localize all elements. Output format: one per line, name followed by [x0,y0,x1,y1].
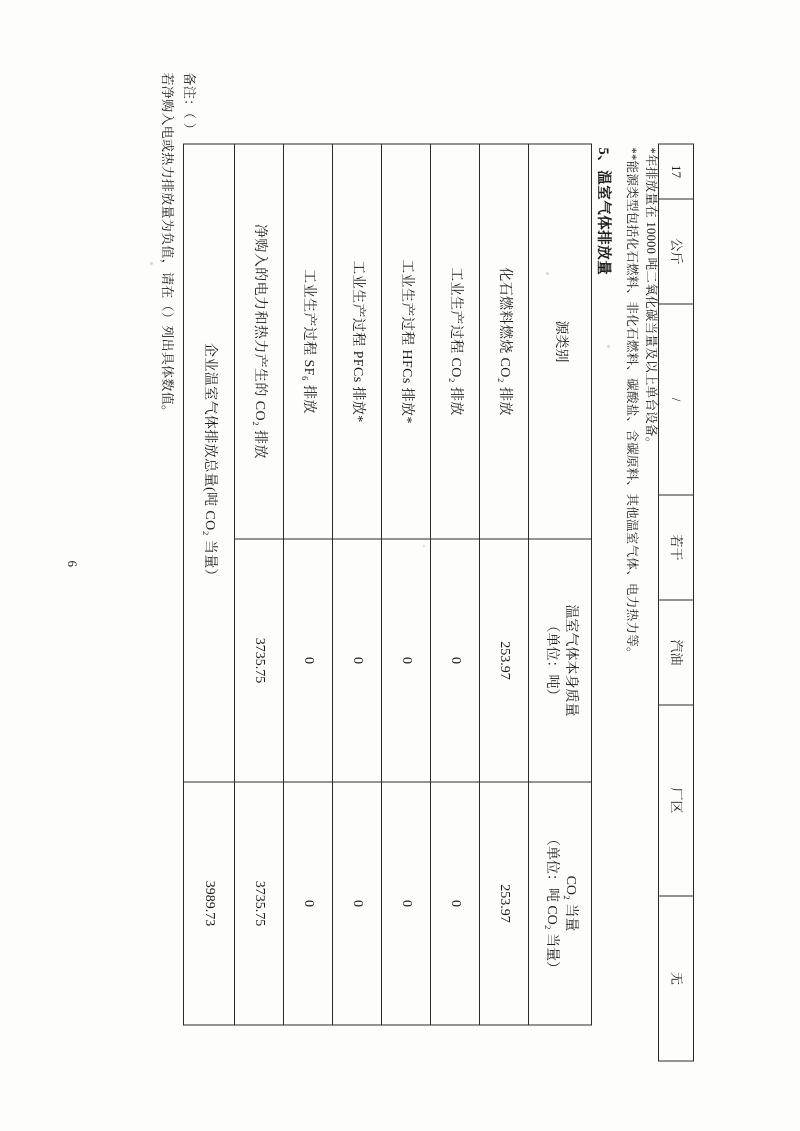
row-mass: 253.97 [480,539,529,782]
units-cell-2: / [659,304,694,495]
row-co2e: 0 [431,782,480,1025]
remark-line-2: 若净购入电或热力排放量为负值，请在（）列出具体数值。 [159,72,175,418]
row-mass: 0 [284,539,333,782]
table-row [333,144,382,1025]
row-co2e: 0 [284,782,333,1025]
ghg-emission-table [183,143,592,1025]
remarks-block [156,72,200,418]
header-co2e [529,782,592,1025]
table-row [431,144,480,1025]
header-mass [529,539,592,782]
total-label: 企业温室气体排放总量(吨 CO₂ 当量） [184,144,235,782]
table-header-row [529,144,592,1025]
units-cell-0: 17 [659,144,694,199]
footnote-2: **能源类型包括化石燃料、非化石燃料、碳酸盐、含碳原料、其他温室气体、电力热力等。 [624,147,639,660]
row-mass: 3735.75 [235,539,284,782]
row-co2e: 253.97 [480,782,529,1025]
units-cell-5: 厂区 [659,705,694,896]
row-label: 化石燃料燃烧 CO₂ 排放 [480,144,529,539]
row-mass: 0 [431,539,480,782]
table-row [284,144,333,1025]
table-row [480,144,529,1025]
row-label: 工业生产过程 PFCs 排放* [333,144,382,539]
row-mass: 0 [333,539,382,782]
header-mass-line2: （单位：吨） [544,618,559,702]
header-source: 源类别 [529,144,592,539]
row-co2e: 0 [382,782,431,1025]
units-cell-1: 公斤 [659,199,694,304]
units-cell-6: 无 [659,896,694,1061]
row-co2e: 3735.75 [235,782,284,1025]
total-value: 3989.73 [184,782,235,1025]
header-co2e-line1: CO₂ 当量 [562,875,578,931]
section-heading: 5、温室气体排放量 [595,147,611,275]
row-co2e: 0 [333,782,382,1025]
header-co2e-line2: （单位：吨 CO₂ 当量） [544,831,559,975]
units-cell-3: 若干 [659,495,694,600]
row-label: 工业生产过程 SF₆ 排放 [284,144,333,539]
row-label: 工业生产过程 CO₂ 排放 [431,144,480,539]
header-mass-line1: 温室气体本身质量 [562,604,578,716]
page-number: 6 [65,560,80,567]
table-row [235,144,284,1025]
row-mass: 0 [382,539,431,782]
units-cell-4: 汽油 [659,600,694,705]
units-table [658,143,694,1061]
row-label: 工业生产过程 HFCs 排放* [382,144,431,539]
row-label: 净购入的电力和热力产生的 CO₂ 排放 [235,144,284,539]
table-row [659,144,694,1061]
remark-line-1: 备注：（ ） [182,72,197,136]
footnote-1: *年排放量在 10000 吨二氧化碳当量及以上单台设备。 [644,147,658,450]
table-row [382,144,431,1025]
footnotes [621,147,660,659]
